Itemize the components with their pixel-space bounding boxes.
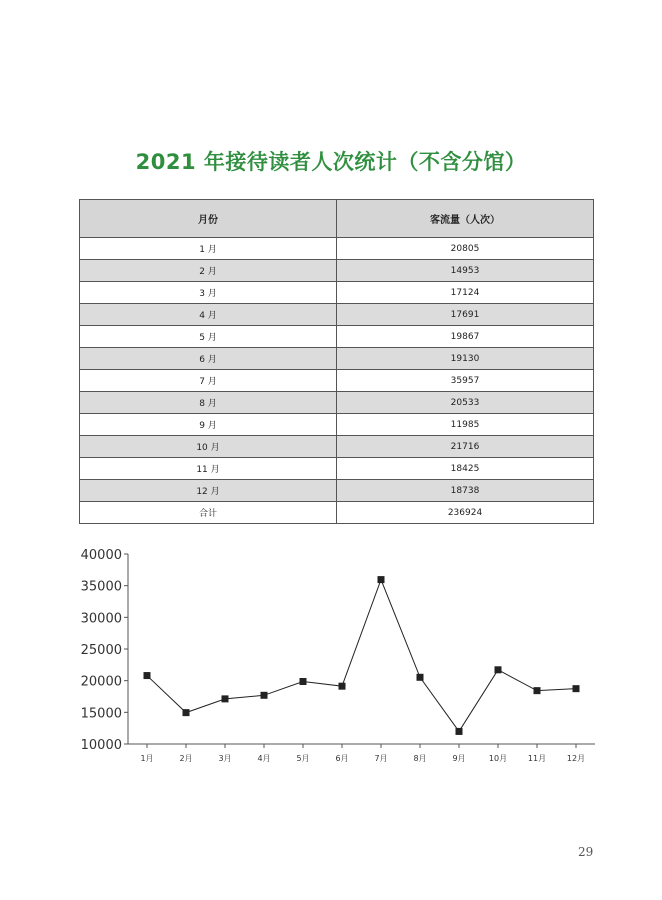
- visitors-cell: 20533: [337, 392, 594, 414]
- visitors-cell: 14953: [337, 260, 594, 282]
- month-cell: 12 月: [80, 480, 337, 502]
- month-cell: 3 月: [80, 282, 337, 304]
- y-tick-label: 10000: [80, 738, 122, 753]
- table-row: [80, 348, 594, 370]
- month-cell: 10 月: [80, 436, 337, 458]
- visitors-cell: 19130: [337, 348, 594, 370]
- table-row: [80, 282, 594, 304]
- column-header-visitors: 客流量（人次）: [337, 200, 594, 238]
- data-point-marker: [417, 674, 424, 681]
- monthly-visitors-line-chart: [0, 540, 662, 780]
- y-tick-label: 40000: [80, 548, 122, 563]
- month-cell: 5 月: [80, 326, 337, 348]
- x-tick-label: 4月: [257, 754, 271, 763]
- x-tick-label: 3月: [218, 754, 232, 763]
- month-cell: 1 月: [80, 238, 337, 260]
- month-cell: 6 月: [80, 348, 337, 370]
- month-cell: 9 月: [80, 414, 337, 436]
- table-row: [80, 414, 594, 436]
- visitors-cell: 35957: [337, 370, 594, 392]
- table-row: [80, 260, 594, 282]
- data-point-marker: [573, 685, 580, 692]
- visitors-cell: 21716: [337, 436, 594, 458]
- x-tick-label: 8月: [413, 754, 427, 763]
- series-line: [147, 580, 576, 732]
- month-cell: 11 月: [80, 458, 337, 480]
- data-point-marker: [495, 666, 502, 673]
- page-title: 2021 年接待读者人次统计（不含分馆）: [135, 150, 527, 174]
- y-tick-label: 35000: [80, 579, 122, 595]
- x-tick-label: 7月: [374, 754, 388, 763]
- data-point-marker: [222, 695, 229, 702]
- visitors-cell: 19867: [337, 326, 594, 348]
- x-tick-label: 9月: [452, 754, 466, 763]
- table-row: [80, 326, 594, 348]
- y-tick-label: 30000: [80, 611, 122, 627]
- x-tick-label: 6月: [335, 754, 349, 763]
- total-value-cell: 236924: [337, 502, 594, 524]
- table-row: [80, 436, 594, 458]
- table-row: [80, 304, 594, 326]
- data-point-marker: [339, 683, 346, 690]
- table-row: [80, 238, 594, 260]
- month-cell: 7 月: [80, 370, 337, 392]
- data-point-marker: [378, 576, 385, 583]
- data-point-marker: [144, 672, 151, 679]
- table-header-row: [80, 200, 594, 238]
- y-tick-label: 25000: [80, 643, 122, 658]
- x-tick-label: 11月: [527, 754, 547, 763]
- visitors-cell: 11985: [337, 414, 594, 436]
- x-tick-label: 10月: [488, 754, 508, 763]
- visitor-stats-table: [79, 199, 594, 524]
- table-row-total: [80, 502, 594, 524]
- x-tick-label: 2月: [179, 754, 193, 763]
- data-point-marker: [300, 678, 307, 685]
- visitors-cell: 17124: [337, 282, 594, 304]
- total-label-cell: 合计: [80, 502, 337, 524]
- data-point-marker: [183, 709, 190, 716]
- table-row: [80, 392, 594, 414]
- table-row: [80, 480, 594, 502]
- visitors-cell: 17691: [337, 304, 594, 326]
- visitors-cell: 20805: [337, 238, 594, 260]
- x-tick-label: 12月: [566, 754, 586, 763]
- column-header-month: 月份: [80, 200, 337, 238]
- x-tick-label: 1月: [140, 754, 154, 763]
- table-row: [80, 458, 594, 480]
- visitors-cell: 18425: [337, 458, 594, 480]
- table-row: [80, 370, 594, 392]
- visitors-cell: 18738: [337, 480, 594, 502]
- x-tick-label: 5月: [296, 754, 310, 763]
- data-point-marker: [456, 728, 463, 735]
- y-tick-label: 20000: [80, 674, 122, 690]
- month-cell: 8 月: [80, 392, 337, 414]
- month-cell: 4 月: [80, 304, 337, 326]
- y-tick-label: 15000: [80, 706, 122, 722]
- page-number: 29: [578, 845, 594, 859]
- data-point-marker: [534, 687, 541, 694]
- data-point-marker: [261, 692, 268, 699]
- month-cell: 2 月: [80, 260, 337, 282]
